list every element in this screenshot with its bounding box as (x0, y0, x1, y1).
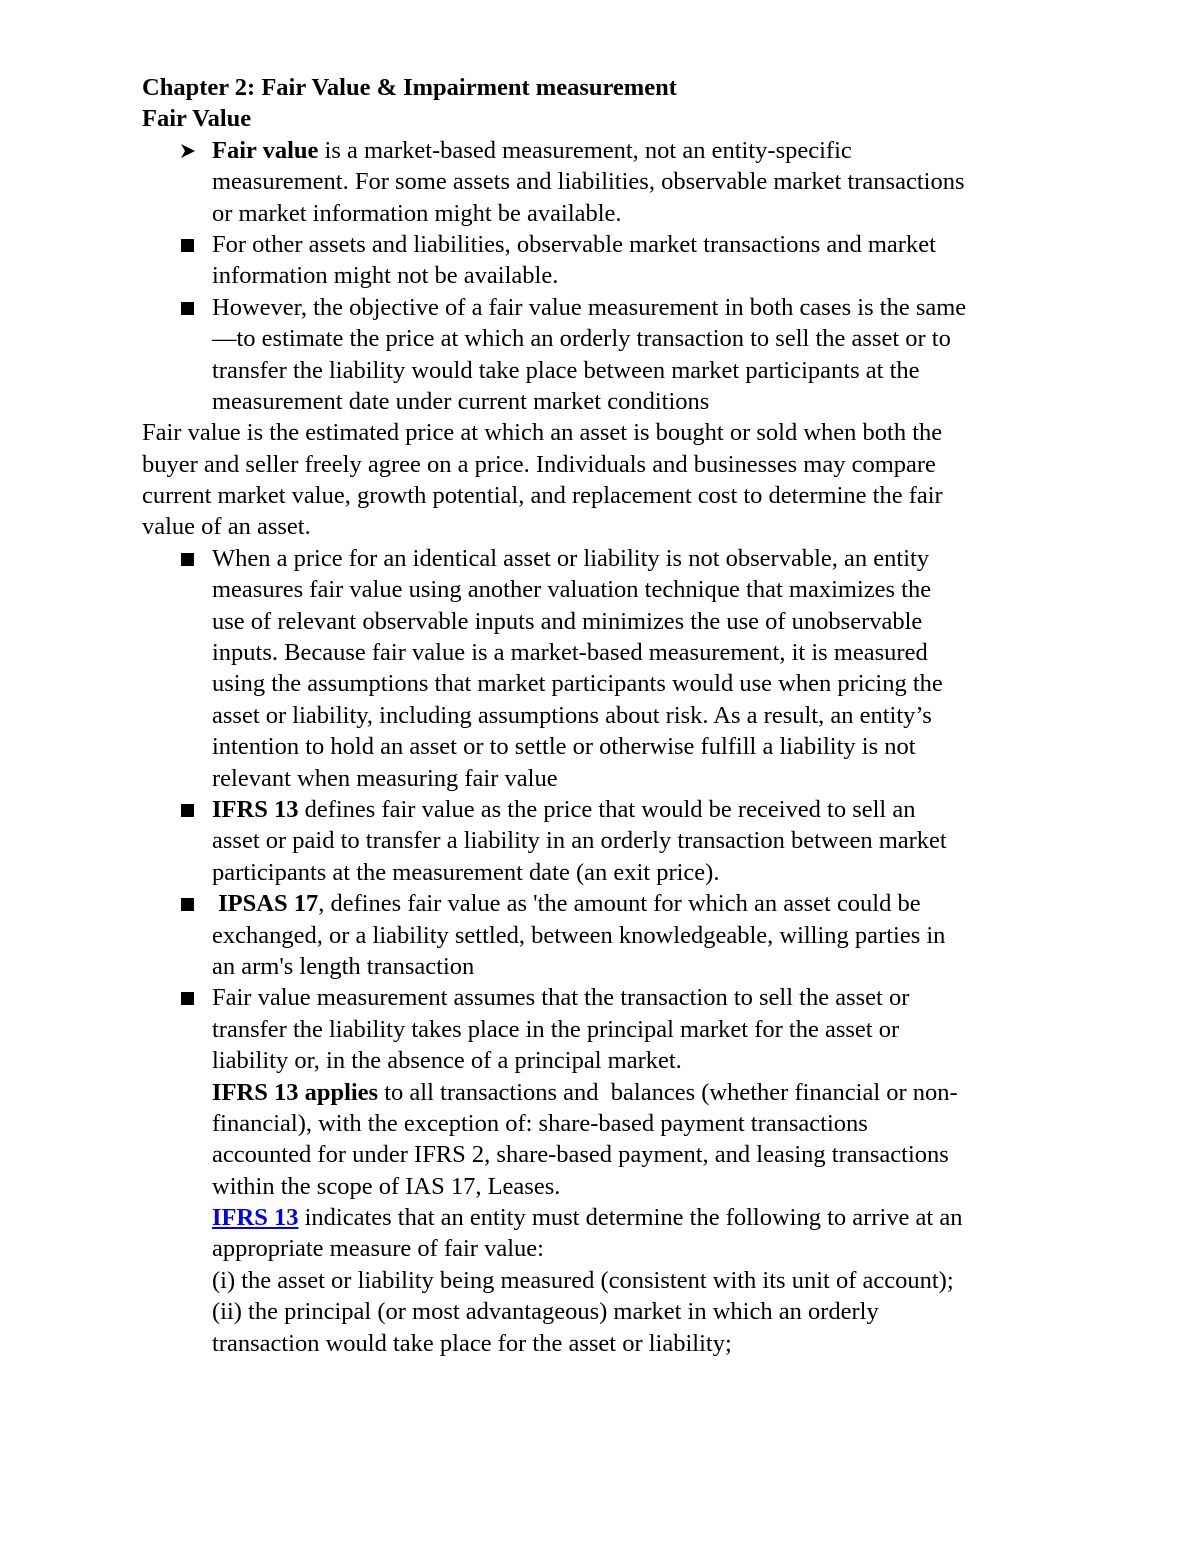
list-item-i: (i) the asset or liability being measured (consistent with its unit of account); (212, 1266, 954, 1294)
bullet-objective (142, 292, 1072, 418)
document-body (142, 72, 1072, 1359)
bullet-text: asset or liability, including assumptions about risk. As a result, an entity’s (212, 701, 932, 729)
bullet-text: liability or, in the absence of a principal market. (212, 1047, 682, 1075)
definition-paragraph (142, 417, 1072, 543)
bullet-text: When a price for an identical asset or liability is not observable, an entity (212, 544, 930, 572)
paragraph-text: indicates that an entity must determine the following to arrive at an (298, 1204, 963, 1232)
bullet-valuation-technique (142, 543, 1072, 794)
bullet-ifrs13-definition (142, 794, 1072, 888)
bullet-text: For other assets and liabilities, observable market transactions and market (212, 230, 936, 258)
bullet-principal-market (142, 982, 1072, 1076)
bullet-text: using the assumptions that market participants would use when pricing the (212, 670, 943, 698)
ifrs13-indicates-paragraph (142, 1202, 1072, 1359)
square-bullet-icon (179, 794, 203, 825)
bullet-text: However, the objective of a fair value measurement in both cases is the same (212, 293, 967, 321)
bullet-text: measurement date under current market conditions (212, 387, 710, 415)
square-bullet-icon (179, 229, 203, 260)
bullet-text: Fair value measurement assumes that the transaction to sell the asset or (212, 984, 910, 1012)
bullet-text: an arm's length transaction (212, 952, 475, 980)
paragraph-text: Fair value is the estimated price at which an asset is bought or sold when both the (142, 419, 943, 447)
section-title: Fair Value (142, 105, 252, 133)
paragraph-text: buyer and seller freely agree on a price. Individuals and businesses may compare (142, 450, 936, 478)
paragraph-text: to all transactions and balances (whether financial or non- (378, 1078, 958, 1106)
bullet-text: measures fair value using another valuation technique that maximizes the (212, 576, 932, 604)
bullet-text: asset or paid to transfer a liability in an orderly transaction between market (212, 827, 947, 855)
bullet-bold-lead: Fair value (212, 136, 319, 164)
paragraph-text: current market value, growth potential, and replacement cost to determine the fair (142, 482, 943, 510)
bullet-text: use of relevant observable inputs and minimizes the use of unobservable (212, 607, 923, 635)
bullet-text: transfer the liability takes place in the principal market for the asset or (212, 1015, 900, 1043)
ifrs13-link[interactable]: IFRS 13 (212, 1204, 299, 1232)
paragraph-text: value of an asset. (142, 513, 311, 541)
square-bullet-icon (179, 982, 203, 1013)
bullet-text: information might not be available. (212, 262, 559, 290)
paragraph-text: financial), with the exception of: share-based payment transactions (212, 1109, 868, 1137)
paragraph-text: accounted for under IFRS 2, share-based payment, and leasing transactions (212, 1141, 949, 1169)
bullet-text: participants at the measurement date (an exit price). (212, 858, 720, 886)
bullet-bold-lead: IPSAS 17 (212, 890, 319, 918)
bullet-text: or market information might be available. (212, 199, 622, 227)
bullet-other-assets (142, 229, 1072, 292)
bullet-text: inputs. Because fair value is a market-based measurement, it is measured (212, 639, 928, 667)
bullet-text: —to estimate the price at which an orderly transaction to sell the asset or to (212, 325, 951, 353)
bullet-text: defines fair value as the price that would be received to sell an (298, 795, 916, 823)
bullet-text: , defines fair value as 'the amount for which an asset could be (318, 890, 921, 918)
list-item-ii: (ii) the principal (or most advantageous) market in which an orderly (212, 1298, 879, 1326)
arrow-bullet-icon (179, 135, 203, 166)
bullet-text: is a market-based measurement, not an entity-specific (318, 136, 852, 164)
bullet-text: relevant when measuring fair value (212, 764, 558, 792)
bullet-ipsas17-definition (142, 888, 1072, 982)
bullet-fair-value (142, 135, 1072, 229)
bullet-text: measurement. For some assets and liabilities, observable market transactions (212, 168, 965, 196)
list-item-ii-continued: transaction would take place for the asset or liability; (212, 1329, 732, 1357)
square-bullet-icon (179, 292, 203, 323)
bullet-text: transfer the liability would take place between market participants at the (212, 356, 920, 384)
bullet-text: intention to hold an asset or to settle or otherwise fulfill a liability is not (212, 733, 916, 761)
chapter-title: Chapter 2: Fair Value & Impairment measurement (142, 74, 677, 101)
bullet-text: exchanged, or a liability settled, between knowledgeable, willing parties in (212, 921, 946, 949)
paragraph-bold-lead: IFRS 13 applies (212, 1078, 379, 1106)
square-bullet-icon (179, 888, 203, 919)
ifrs13-applies-paragraph (142, 1077, 1072, 1203)
square-bullet-icon (179, 543, 203, 574)
bullet-bold-lead: IFRS 13 (212, 795, 299, 823)
paragraph-text: appropriate measure of fair value: (212, 1235, 544, 1263)
paragraph-text: within the scope of IAS 17, Leases. (212, 1172, 561, 1200)
